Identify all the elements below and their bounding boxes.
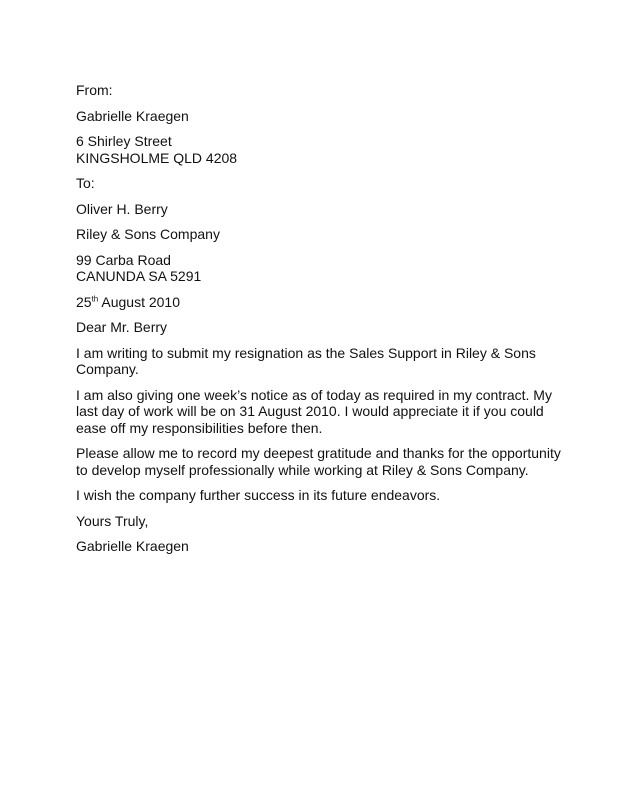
sender-city: KINGSHOLME QLD 4208 [76, 149, 238, 166]
sender-address [76, 133, 576, 166]
body-paragraph-4: I wish the company further success in its future endeavors. [76, 487, 441, 503]
sender-name: Gabrielle Kraegen [76, 107, 189, 124]
signature-name: Gabrielle Kraegen [76, 538, 189, 554]
resignation-letter [76, 82, 576, 564]
letter-date [76, 294, 576, 311]
closing: Yours Truly, [76, 512, 149, 529]
recipient-company: Riley & Sons Company [76, 226, 220, 242]
body-paragraph-2: I am also giving one week’s notice as of today as required in my contract. My last day of work will be on 31 August 2010. I would appreciate it if you could ease off my responsibilities before then. [76, 386, 552, 436]
date-rest: August 2010 [98, 293, 180, 310]
recipient-city: CANUNDA SA 5291 [76, 268, 202, 284]
sender-street: 6 Shirley Street [76, 133, 172, 149]
date-day: 25 [76, 293, 92, 310]
recipient-address [76, 252, 576, 285]
body-paragraph-3: Please allow me to record my deepest gratitude and thanks for the opportunity to develop myself professionally while working at Riley & Sons Company. [76, 445, 561, 478]
recipient-street: 99 Carba Road [76, 251, 171, 268]
date-suffix: th [91, 293, 99, 303]
recipient-name: Oliver H. Berry [76, 200, 168, 217]
body-paragraph-1: I am writing to submit my resignation as the Sales Support in Riley & Sons Company. [76, 344, 536, 377]
from-label: From: [76, 82, 113, 98]
salutation: Dear Mr. Berry [76, 319, 168, 335]
to-label: To: [76, 175, 95, 191]
